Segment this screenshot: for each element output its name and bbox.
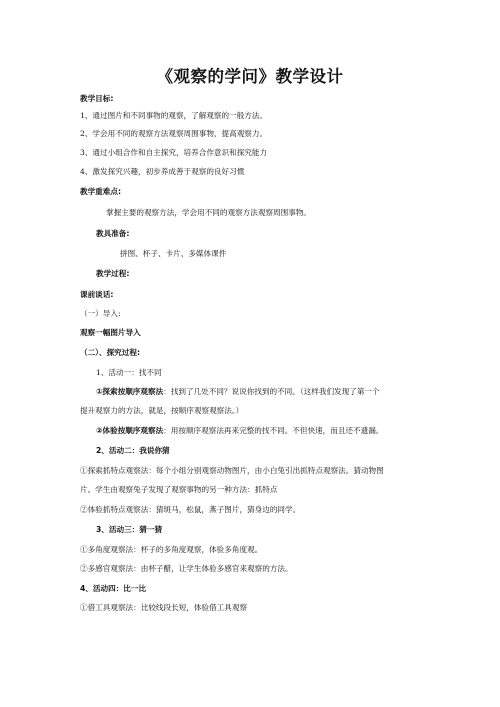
process-heading: 教学过程:: [96, 269, 130, 278]
part-two-heading: （二）、探究过程:: [80, 348, 140, 357]
activity-one-item-1-cont: 提升观察力的方法，就是，按顺序观察观察法。）: [80, 406, 244, 415]
activity-four-item-1: ①借工具观察法：比较线段长短，体验借工具观察: [80, 603, 248, 612]
activity-one-item-2: [96, 426, 441, 436]
part-one-heading: （一）导入:: [80, 309, 121, 318]
intro-text: 观察一幅图片导入: [80, 328, 141, 337]
activity-three-heading: 3、活动三：猜一猜: [96, 525, 163, 534]
materials-text: 拼图、杯子、卡片、多媒体课件: [120, 249, 227, 258]
method-text: ：找到了几处不同？说说你找到的不同。（这样我们发现了第一个: [163, 387, 380, 396]
key-points-heading: 教学重难点:: [80, 187, 122, 196]
goal-item: 1、通过图片和不同事物的观察，了解观察的一般方法。: [80, 111, 268, 120]
method-label: ①探索按顺序观察法: [96, 387, 164, 396]
materials-heading: 教具准备:: [96, 229, 130, 238]
key-points-text: 掌握主要的观察方法，学会用不同的观察方法观察周围事物。: [106, 208, 312, 217]
method-text: ：用按顺序观察法再来完整的找不同。不但快速，而且还不遗漏。: [163, 426, 384, 435]
activity-four-heading: 4、活动四：比一比: [80, 584, 147, 593]
activity-one-heading: 1、活动一：找不同: [96, 368, 162, 377]
goal-item: 3、通过小组合作和自主探究，培养合作意识和探究能力: [80, 148, 268, 157]
activity-two-item-1: ①探索抓特点观察法：每个小组分别观察动物图片，由小白兔引出抓特点观察法。猜动物图: [80, 466, 384, 475]
activity-two-item-2: ②体验抓特点观察法：猜斑马，松鼠，燕子图片，猜身边的同学。: [80, 505, 301, 514]
activity-two-heading: 2、活动二：我说你猜: [96, 446, 170, 455]
method-label: ②体验按顺序观察法: [96, 426, 164, 435]
pre-class-heading: 课前谈话:: [80, 290, 114, 299]
goals-heading: 教学目标:: [80, 94, 114, 103]
activity-three-item-2: ②多感官观察法：由杯子醋，让学生体验多感官来观察的方法。: [80, 564, 293, 573]
goal-item: 2、学会用不同的观察方法观察周围事物，提高观察力。: [80, 129, 268, 138]
document-title: 《观察的学问》教学设计: [156, 67, 344, 86]
activity-one-item-1: [96, 387, 441, 397]
goal-item: 4、激发探究兴趣，初步养成善于观察的良好习惯: [80, 167, 245, 176]
activity-two-item-1-cont: 片。学生由观察兔子发现了观察事物的另一种方法：抓特点: [80, 485, 278, 494]
activity-three-item-1: ①多角度观察法：杯子的多角度观察，体验多角度观。: [80, 545, 263, 554]
